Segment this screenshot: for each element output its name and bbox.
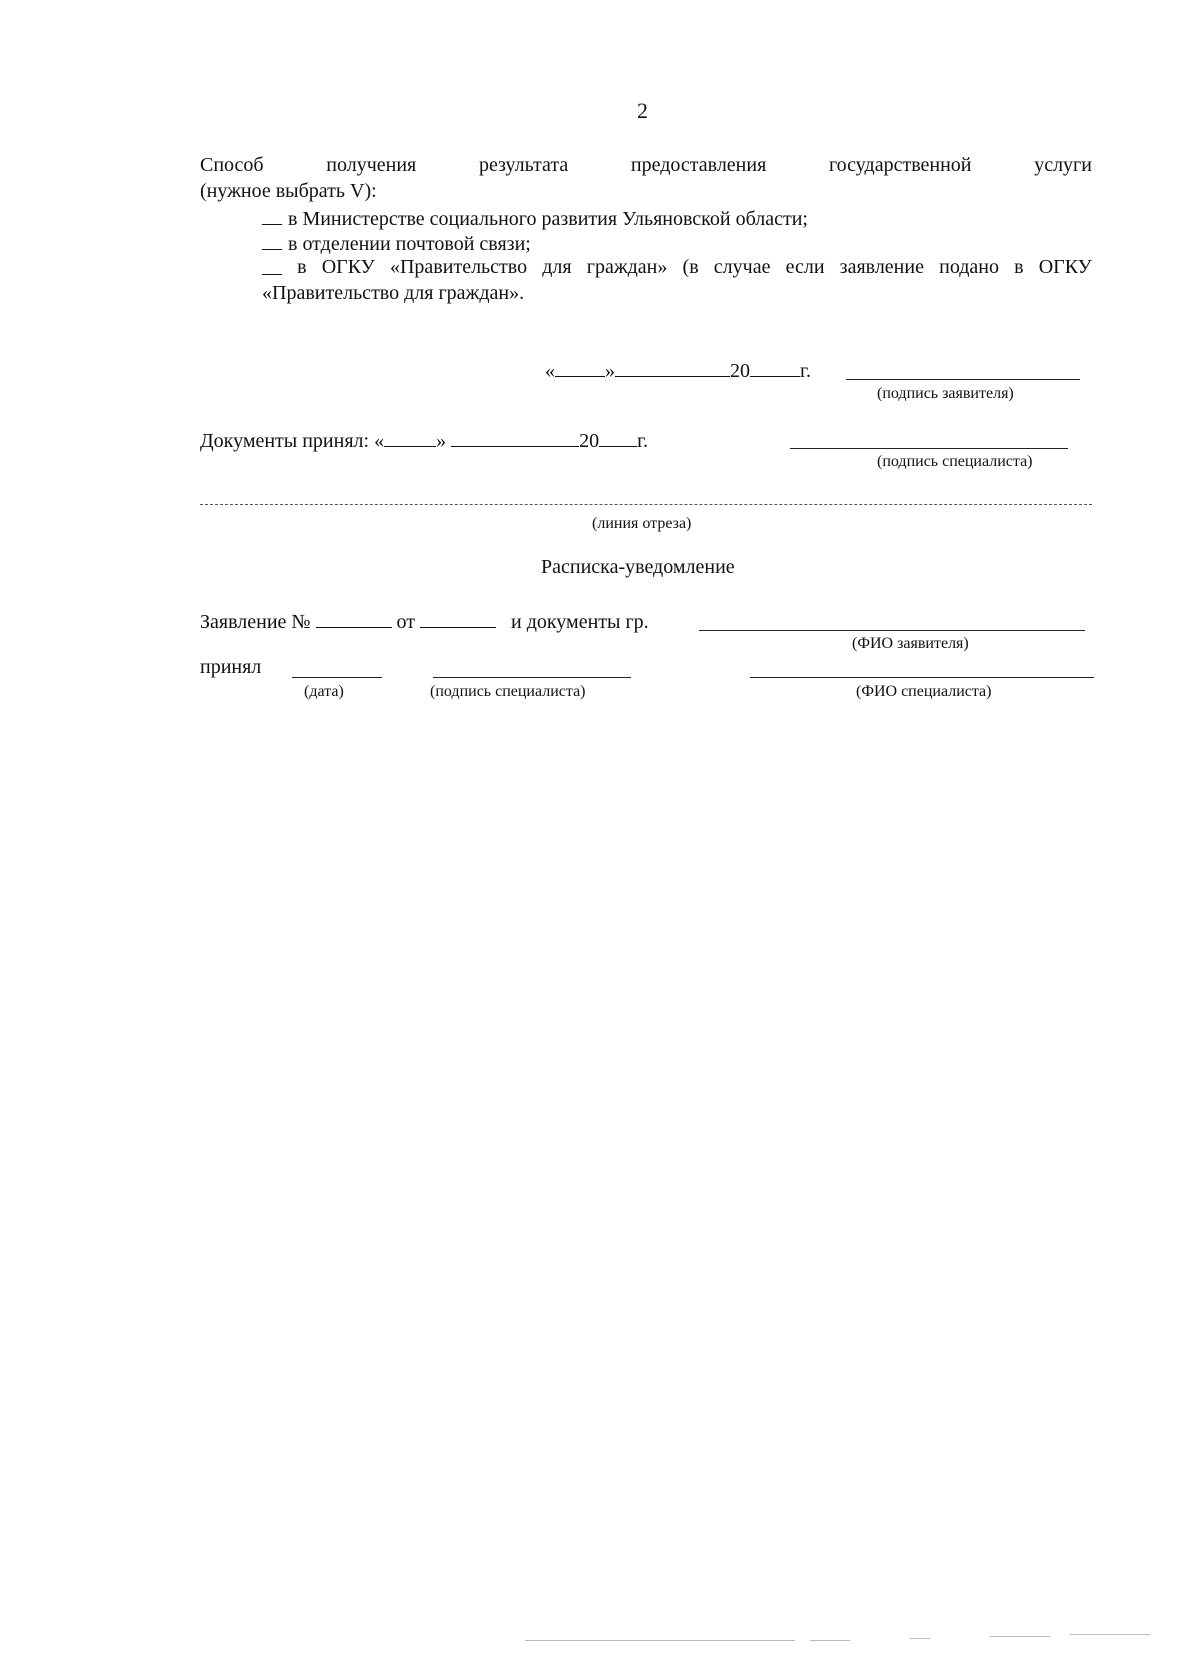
- option-post-office-label: в отделении почтовой связи;: [288, 233, 531, 255]
- receipt-title: Расписка-уведомление: [541, 556, 735, 578]
- applicant-date-line: [545, 358, 811, 383]
- documents-citizen-label: и документы гр.: [510, 611, 649, 633]
- year-prefix: 20: [579, 430, 600, 452]
- option-ministry-label: в Министерстве социального развития Ульяновской области;: [288, 208, 808, 230]
- year-prefix: 20: [730, 360, 750, 382]
- option-ogku-word: ОГКУ: [1038, 256, 1092, 278]
- application-number-label: Заявление №: [200, 611, 311, 633]
- result-method-instruction: (нужное выбрать V):: [200, 180, 377, 202]
- option-ogku-word: заявление: [839, 256, 924, 278]
- intro-word: предоставления: [630, 154, 767, 176]
- scan-artifact-line: [525, 1640, 795, 1641]
- day-field[interactable]: [384, 428, 436, 447]
- application-date-field[interactable]: [420, 609, 496, 628]
- cut-line: [200, 504, 1092, 505]
- receipt-specialist-signature-field[interactable]: [433, 677, 631, 678]
- month-field[interactable]: [615, 358, 730, 377]
- specialist-signature-field[interactable]: [790, 448, 1068, 449]
- acceptance-date-caption: (дата): [304, 683, 344, 700]
- option-ogku-continuation: «Правительство для граждан».: [262, 282, 525, 304]
- accepted-label: принял: [200, 656, 262, 678]
- option-checkbox-blank[interactable]: [262, 231, 282, 250]
- applicant-fio-caption: (ФИО заявителя): [852, 635, 969, 652]
- result-method-intro: [200, 154, 1092, 177]
- option-ministry[interactable]: [262, 206, 808, 231]
- acceptance-date-field[interactable]: [292, 677, 382, 678]
- documents-accepted-label: Документы принял: «: [200, 430, 385, 452]
- applicant-signature-caption: (подпись заявителя): [877, 385, 1014, 402]
- option-ogku-word: ОГКУ: [321, 256, 375, 278]
- quote-close: »: [605, 360, 615, 382]
- day-field[interactable]: [555, 358, 605, 377]
- option-ogku-word: если: [785, 256, 825, 278]
- option-ogku-word: (в: [682, 256, 699, 278]
- month-field[interactable]: [451, 428, 579, 447]
- intro-word: результата: [478, 154, 569, 176]
- application-number-field[interactable]: [316, 609, 392, 628]
- option-ogku-word: случае: [713, 256, 771, 278]
- intro-word: Способ: [200, 154, 264, 176]
- option-checkbox-blank[interactable]: [262, 206, 282, 225]
- receipt-specialist-signature-caption: (подпись специалиста): [430, 683, 586, 700]
- quote-close: »: [436, 430, 447, 452]
- year-field[interactable]: [599, 428, 637, 447]
- applicant-fio-field[interactable]: [699, 630, 1085, 631]
- scan-artifact-line: [990, 1636, 1050, 1637]
- page-number: 2: [637, 98, 648, 123]
- option-ogku-word: граждан»: [586, 256, 668, 278]
- option-ogku-word: подано: [939, 256, 999, 278]
- option-post-office[interactable]: [262, 231, 531, 256]
- year-suffix: г.: [637, 430, 649, 452]
- option-ogku-word: в: [1014, 256, 1024, 278]
- intro-word: государственной: [828, 154, 972, 176]
- documents-accepted-line: [200, 428, 648, 453]
- specialist-fio-field[interactable]: [750, 677, 1094, 678]
- receipt-application-line: [200, 609, 649, 634]
- scan-artifact-line: [910, 1638, 930, 1639]
- option-checkbox-blank[interactable]: [262, 256, 282, 275]
- from-label: от: [396, 611, 415, 633]
- intro-word: услуги: [1034, 154, 1092, 176]
- specialist-fio-caption: (ФИО специалиста): [856, 683, 992, 700]
- intro-word: получения: [326, 154, 417, 176]
- option-ogku-word: «Правительство: [389, 256, 528, 278]
- scan-artifact-line: [810, 1640, 850, 1641]
- option-ogku[interactable]: [262, 256, 1092, 279]
- cut-line-caption: (линия отреза): [592, 515, 692, 532]
- year-suffix: г.: [800, 360, 811, 382]
- option-ogku-word: в: [297, 256, 307, 278]
- scan-artifact-line: [1070, 1634, 1150, 1635]
- specialist-signature-caption: (подпись специалиста): [877, 453, 1033, 470]
- year-field[interactable]: [750, 358, 800, 377]
- applicant-signature-field[interactable]: [846, 379, 1080, 380]
- quote-open: «: [545, 360, 555, 382]
- option-ogku-word: для: [542, 256, 572, 278]
